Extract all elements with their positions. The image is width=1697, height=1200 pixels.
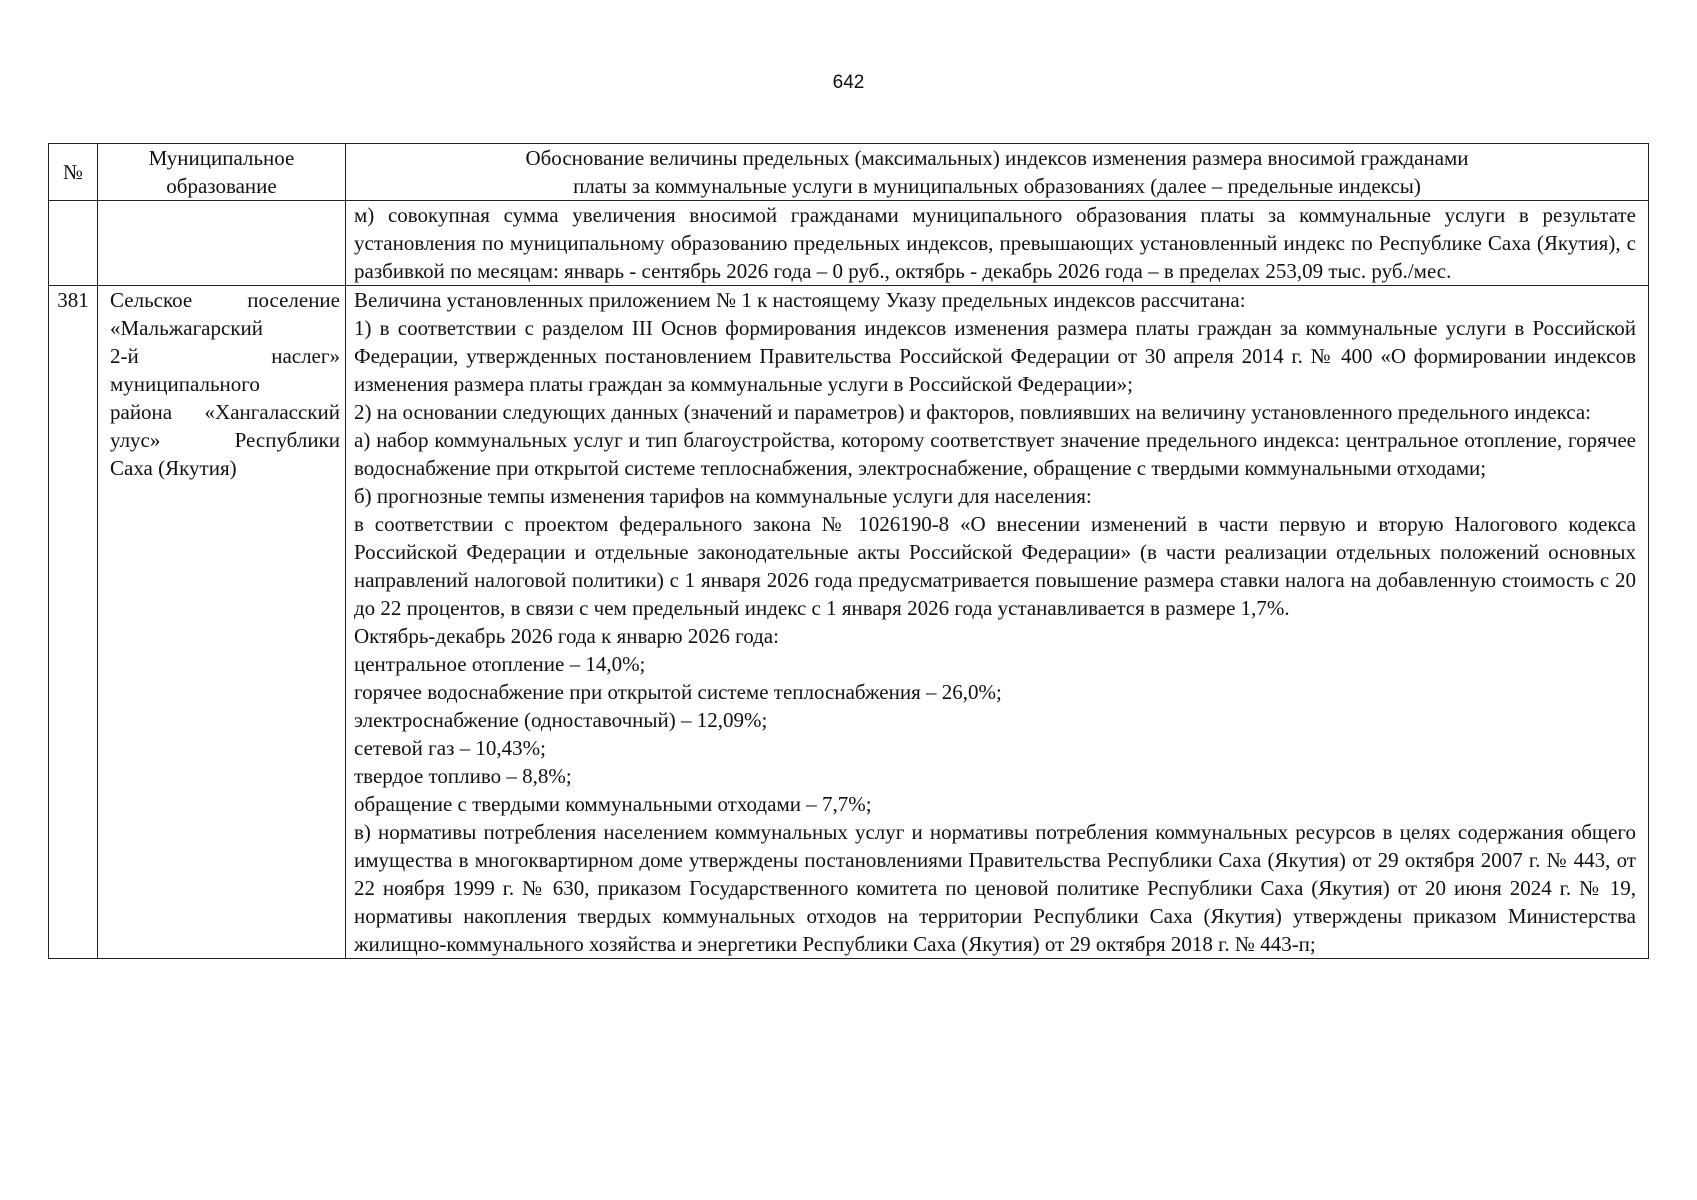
row-number bbox=[49, 201, 98, 286]
row-justification bbox=[346, 201, 1649, 286]
row-municipality bbox=[98, 201, 346, 286]
page-number: 642 bbox=[832, 72, 865, 93]
table-row bbox=[49, 201, 1649, 286]
municipality-line: Сельское поселение bbox=[110, 288, 340, 312]
header-justification bbox=[346, 144, 1649, 201]
paragraph: электроснабжение (одноставочный) – 12,09%; bbox=[354, 708, 768, 732]
paragraph: в) нормативы потребления населением коммунальных услуг и нормативы потребления коммунальных ресурсов в целях содержания общего имущества в многоквартирном доме утверждены постановлениями Правительства Республики Саха (Якутия) от 29 октября 2007 г. № 443, от 22 ноября 1999 г. № 630, приказом Государственного комитета по ценовой политике Республики Саха (Якутия) от 20 июня 2024 г. № 19, нормативы накопления твердых коммунальных отходов на территории Республики Саха (Якутия) утверждены приказом Министерства жилищно-коммунального хозяйства и энергетики Республики Саха (Якутия) от 29 октября 2018 г. № 443-п; bbox=[354, 820, 1636, 956]
row-justification bbox=[346, 286, 1649, 959]
paragraph: в соответствии с проектом федерального закона № 1026190-8 «О внесении изменений в части первую и вторую Налогового кодекса Российской Федерации и отдельные законодательные акты Российской Федерации» (в части реализации отдельных положений основных направлений налоговой политики) с 1 января 2026 года предусматривается повышение размера ставки налога на добавленную стоимость с 20 до 22 процентов, в связи с чем предельный индекс с 1 января 2026 года устанавливается в размере 1,7%. bbox=[354, 512, 1636, 620]
table-row bbox=[49, 286, 1649, 959]
paragraph: обращение с твердыми коммунальными отходами – 7,7%; bbox=[354, 792, 872, 816]
paragraph: м) совокупная сумма увеличения вносимой гражданами муниципального образования платы за коммунальные услуги в результате установления по муниципальному образованию предельных индексов, превышающих установленный индекс по Республике Саха (Якутия), с разбивкой по месяцам: январь - сентябрь 2026 года – 0 руб., октябрь - декабрь 2026 года – в пределах 253,09 тыс. руб./мес. bbox=[354, 203, 1636, 283]
indices-table bbox=[48, 143, 1649, 959]
header-justification-line: платы за коммунальные услуги в муниципальных образованиях (далее – предельные индексы) bbox=[573, 174, 1421, 198]
table-header-row bbox=[49, 144, 1649, 201]
municipality-line: Саха (Якутия) bbox=[110, 456, 237, 480]
paragraph: Октябрь-декабрь 2026 года к январю 2026 года: bbox=[354, 624, 779, 648]
municipality-line: района «Хангаласский bbox=[110, 400, 340, 424]
paragraph: горячее водоснабжение при открытой системе теплоснабжения – 26,0%; bbox=[354, 680, 1002, 704]
row-number: 381 bbox=[49, 286, 98, 959]
paragraph: а) набор коммунальных услуг и тип благоустройства, которому соответствует значение предельного индекса: центральное отопление, горячее водоснабжение при открытой системе теплоснабжения, электроснабжение, обращение с твердыми коммунальными отходами; bbox=[354, 428, 1636, 480]
row-municipality bbox=[98, 286, 346, 959]
paragraph: центральное отопление – 14,0%; bbox=[354, 652, 646, 676]
header-municipality bbox=[98, 144, 346, 201]
header-municipality-line: образование bbox=[166, 174, 277, 198]
header-number: № bbox=[49, 144, 98, 201]
paragraph: твердое топливо – 8,8%; bbox=[354, 764, 572, 788]
paragraph: 2) на основании следующих данных (значений и параметров) и факторов, повлиявших на величину установленного предельного индекса: bbox=[354, 400, 1592, 424]
paragraph: Величина установленных приложением № 1 к настоящему Указу предельных индексов рассчитана: bbox=[354, 288, 1246, 312]
paragraph: сетевой газ – 10,43%; bbox=[354, 736, 546, 760]
municipality-line: муниципального bbox=[110, 372, 260, 396]
paragraph: б) прогнозные темпы изменения тарифов на коммунальные услуги для населения: bbox=[354, 484, 1092, 508]
municipality-line: улус» Республики bbox=[110, 428, 340, 452]
paragraph: 1) в соответствии с разделом III Основ формирования индексов изменения размера платы граждан за коммунальные услуги в Российской Федерации, утвержденных постановлением Правительства Российской Федерации от 30 апреля 2014 г. № 400 «О формировании индексов изменения размера платы граждан за коммунальные услуги в Российской Федерации»; bbox=[354, 316, 1636, 396]
municipality-line: «Мальжагарский bbox=[110, 316, 263, 340]
header-justification-line: Обоснование величины предельных (максимальных) индексов изменения размера вносимой гражданами bbox=[525, 146, 1469, 170]
municipality-line: 2-й наслег» bbox=[110, 344, 340, 368]
header-municipality-line: Муниципальное bbox=[148, 146, 295, 170]
